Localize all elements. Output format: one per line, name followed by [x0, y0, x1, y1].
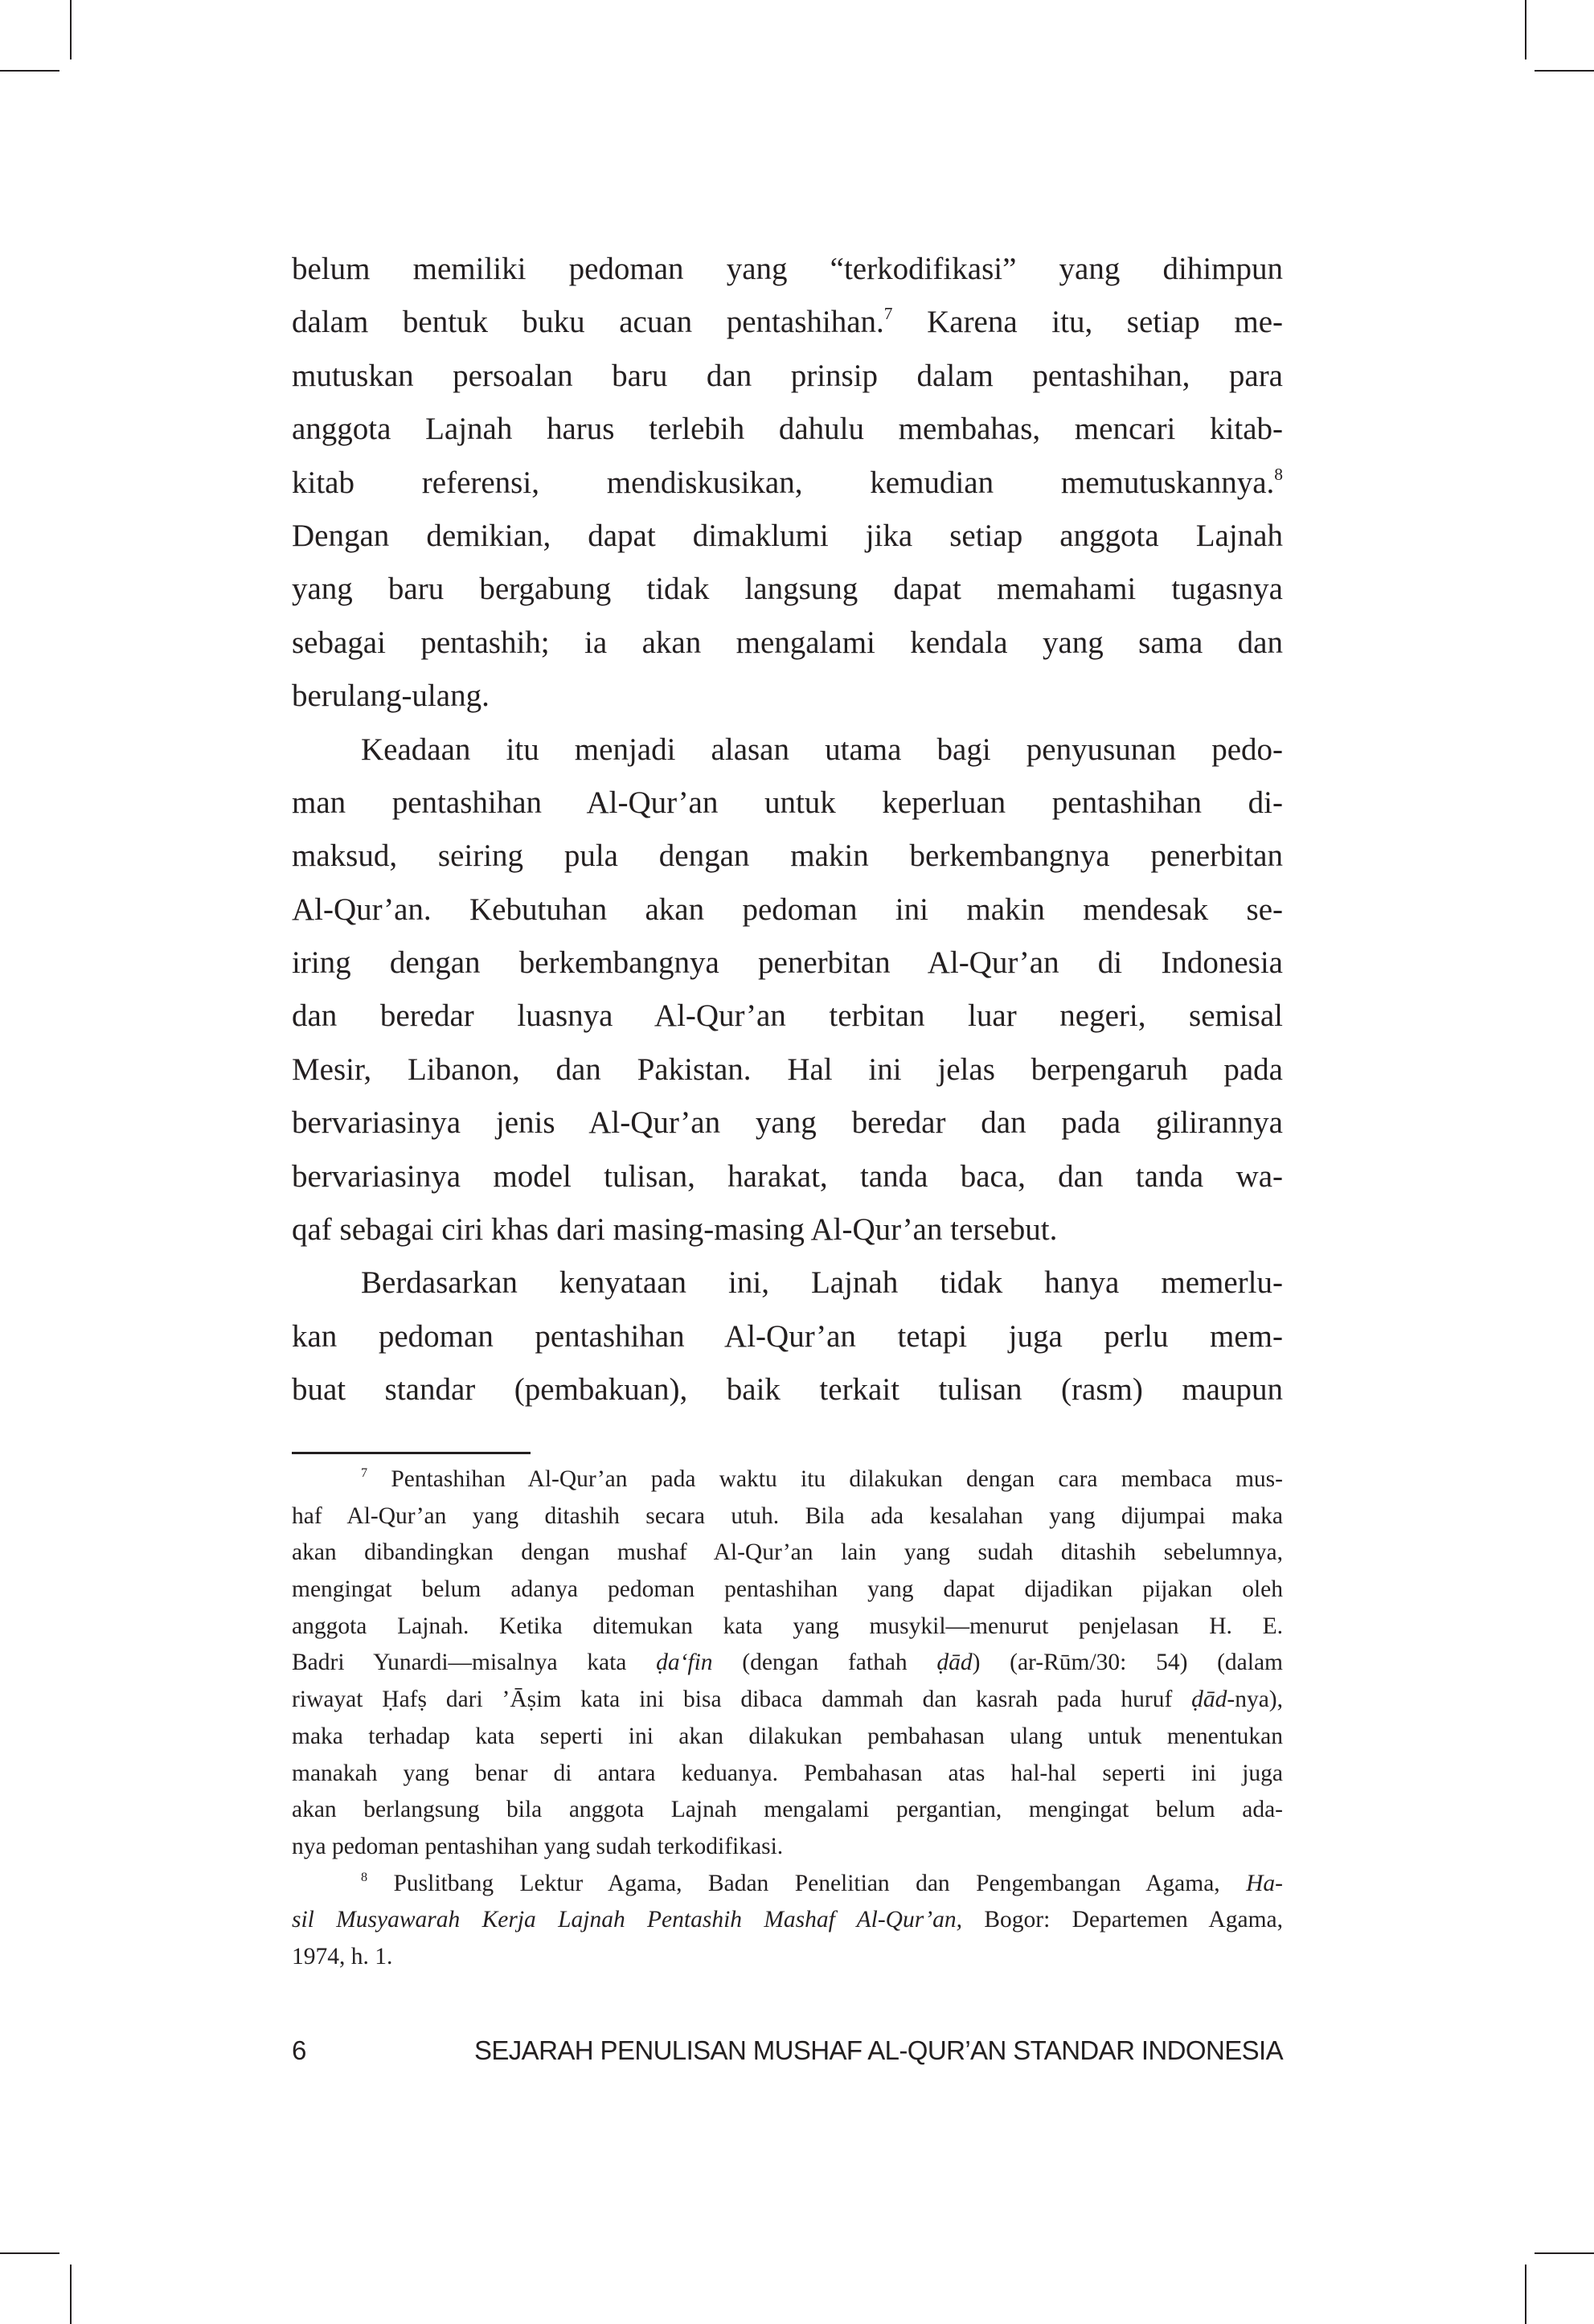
text-line — [292, 830, 1283, 883]
footnote-line — [292, 1609, 1283, 1646]
text-segment: Al-Qur’an. Kebutuhan akan pedoman ini makin mendesak se- — [292, 891, 1283, 927]
footnote-marker: 8 — [361, 1869, 368, 1884]
footnote-marker: 8 — [1274, 464, 1283, 484]
crop-mark — [0, 2252, 59, 2254]
text-segment: dan beredar luasnya Al-Qur’an terbitan luar negeri, semisal — [292, 998, 1283, 1034]
crop-mark — [1535, 70, 1594, 72]
text-line — [292, 990, 1283, 1043]
footnote-line — [292, 1682, 1283, 1719]
text-segment: maksud, seiring pula dengan makin berkembangnya penerbitan — [292, 838, 1283, 874]
text-line — [292, 243, 1283, 296]
footnote-line — [292, 1719, 1283, 1756]
text-segment: Keadaan itu menjadi alasan utama bagi penyusunan pedo- — [361, 732, 1283, 767]
text-segment: iring dengan berkembangnya penerbitan Al-Qur’an di Indonesia — [292, 945, 1283, 981]
text-line — [292, 1256, 1283, 1310]
crop-mark — [0, 70, 59, 72]
text-segment: mutuskan persoalan baru dan prinsip dalam pentashihan, para — [292, 358, 1283, 393]
text-segment: -nya), — [1227, 1687, 1283, 1713]
text-segment: belum memiliki pedoman yang “terkodifikasi” yang dihimpun — [292, 252, 1283, 286]
text-segment: Mesir, Libanon, dan Pakistan. Hal ini jelas berpengaruh pada — [292, 1051, 1283, 1087]
footnote-line — [292, 1829, 1283, 1866]
footnote-line — [292, 1792, 1283, 1829]
crop-mark — [70, 2265, 72, 2324]
running-head: SEJARAH PENULISAN MUSHAF AL-QUR’AN STANDAR INDONESIA — [473, 2035, 1283, 2065]
text-segment: qaf sebagai ciri khas dari masing-masing Al-Qur’an tersebut. — [292, 1212, 1058, 1248]
text-segment: haf Al-Qur’an yang ditashih secara utuh. Bila ada kesalahan yang dijumpai maka — [292, 1502, 1283, 1529]
italic-text: ḍād — [936, 1650, 973, 1676]
text-line — [292, 617, 1283, 670]
text-line — [292, 1096, 1283, 1150]
text-segment: bervariasinya jenis Al-Qur’an yang beredar dan pada gilirannya — [292, 1105, 1283, 1141]
text-segment: man pentashihan Al-Qur’an untuk keperluan pentashihan di- — [292, 785, 1283, 820]
crop-mark — [1525, 0, 1526, 59]
text-segment: Puslitbang Lektur Agama, Badan Penelitian dan Pengembangan Agama, — [367, 1870, 1247, 1896]
text-line — [292, 1203, 1283, 1256]
text-segment: akan berlangsung bila anggota Lajnah mengalami pergantian, mengingat belum ada- — [292, 1797, 1283, 1823]
text-segment: mengingat belum adanya pedoman pentashihan yang dapat dijadikan pijakan oleh — [292, 1576, 1283, 1603]
text-segment: Karena itu, setiap me- — [892, 305, 1283, 340]
text-segment: bervariasinya model tulisan, harakat, tanda baca, dan tanda wa- — [292, 1158, 1283, 1194]
text-line — [292, 1043, 1283, 1096]
text-segment: akan dibandingkan dengan mushaf Al-Qur’an lain yang sudah ditashih sebelumnya, — [292, 1539, 1283, 1566]
footnote-marker: 7 — [361, 1465, 368, 1480]
text-line — [292, 670, 1283, 723]
italic-text: ḍa‘fin — [656, 1650, 713, 1676]
text-line — [292, 937, 1283, 990]
text-line — [292, 510, 1283, 563]
footnote-line — [292, 1645, 1283, 1682]
text-line — [292, 350, 1283, 403]
text-segment: Pentashihan Al-Qur’an pada waktu itu dilakukan dengan cara membaca mus- — [367, 1466, 1283, 1492]
page-number: 6 — [292, 2035, 307, 2065]
text-line — [292, 723, 1283, 777]
footnote-line — [292, 1498, 1283, 1535]
text-line — [292, 883, 1283, 937]
text-segment: maka terhadap kata seperti ini akan dilakukan pembahasan ulang untuk menentukan — [292, 1723, 1283, 1749]
text-segment: manakah yang benar di antara keduanya. Pembahasan atas hal-hal seperti ini juga — [292, 1760, 1283, 1786]
crop-mark — [1535, 2252, 1594, 2254]
italic-text: ḍād — [1191, 1687, 1227, 1713]
text-segment: anggota Lajnah harus terlebih dahulu membahas, mencari kitab- — [292, 412, 1283, 447]
text-segment: sebagai pentashih; ia akan mengalami kendala yang sama dan — [292, 625, 1283, 660]
text-line — [292, 777, 1283, 830]
footnote-line — [292, 1756, 1283, 1793]
text-segment: Berdasarkan kenyataan ini, Lajnah tidak hanya memerlu- — [361, 1265, 1283, 1301]
text-line — [292, 403, 1283, 456]
text-line — [292, 1310, 1283, 1363]
text-segment: yang baru bergabung tidak langsung dapat memahami tugasnya — [292, 572, 1283, 607]
text-segment: berulang-ulang. — [292, 678, 490, 714]
page-footer — [292, 2035, 1283, 2071]
text-segment: buat standar (pembakuan), baik terkait tulisan (rasm) maupun — [292, 1372, 1283, 1408]
body-text — [292, 243, 1283, 1417]
crop-mark — [1525, 2265, 1526, 2324]
footnote-line — [292, 1939, 1283, 1976]
text-line — [292, 457, 1283, 510]
footnote-marker: 7 — [883, 304, 893, 324]
text-segment: ) (ar-Rūm/30: 54) (dalam — [972, 1650, 1283, 1676]
text-line — [292, 1363, 1283, 1416]
footnote-separator — [292, 1452, 531, 1454]
footnote-line — [292, 1902, 1283, 1939]
text-segment: Bogor: Departemen Agama, — [962, 1907, 1283, 1933]
text-line — [292, 563, 1283, 616]
footnotes — [292, 1461, 1283, 1976]
text-segment: 1974, h. 1. — [292, 1943, 393, 1969]
text-line — [292, 296, 1283, 349]
footnote-line — [292, 1866, 1283, 1903]
text-segment: kitab referensi, mendiskusikan, kemudian memutuskannya. — [292, 465, 1275, 500]
text-segment: Badri Yunardi—misalnya kata — [292, 1650, 657, 1676]
text-segment: riwayat Ḥafṣ dari ’Āṣim kata ini bisa dibaca dammah dan kasrah pada huruf — [292, 1687, 1192, 1713]
text-segment: Dengan demikian, dapat dimaklumi jika setiap anggota Lajnah — [292, 518, 1283, 553]
text-line — [292, 1150, 1283, 1203]
footnote-line — [292, 1572, 1283, 1609]
footnote-line — [292, 1535, 1283, 1572]
text-segment: (dengan fathah — [712, 1650, 937, 1676]
text-segment: nya pedoman pentashihan yang sudah terkodifikasi. — [292, 1833, 784, 1859]
footnote-line — [292, 1461, 1283, 1498]
italic-text: Ha- — [1246, 1870, 1283, 1896]
text-segment: kan pedoman pentashihan Al-Qur’an tetapi juga perlu mem- — [292, 1318, 1283, 1354]
crop-mark — [70, 0, 72, 59]
italic-text: sil Musyawarah Kerja Lajnah Pentashih Mashaf Al-Qur’an, — [292, 1907, 962, 1933]
text-segment: anggota Lajnah. Ketika ditemukan kata yang musykil—menurut penjelasan H. E. — [292, 1613, 1283, 1639]
text-segment: dalam bentuk buku acuan pentashihan. — [292, 305, 884, 340]
